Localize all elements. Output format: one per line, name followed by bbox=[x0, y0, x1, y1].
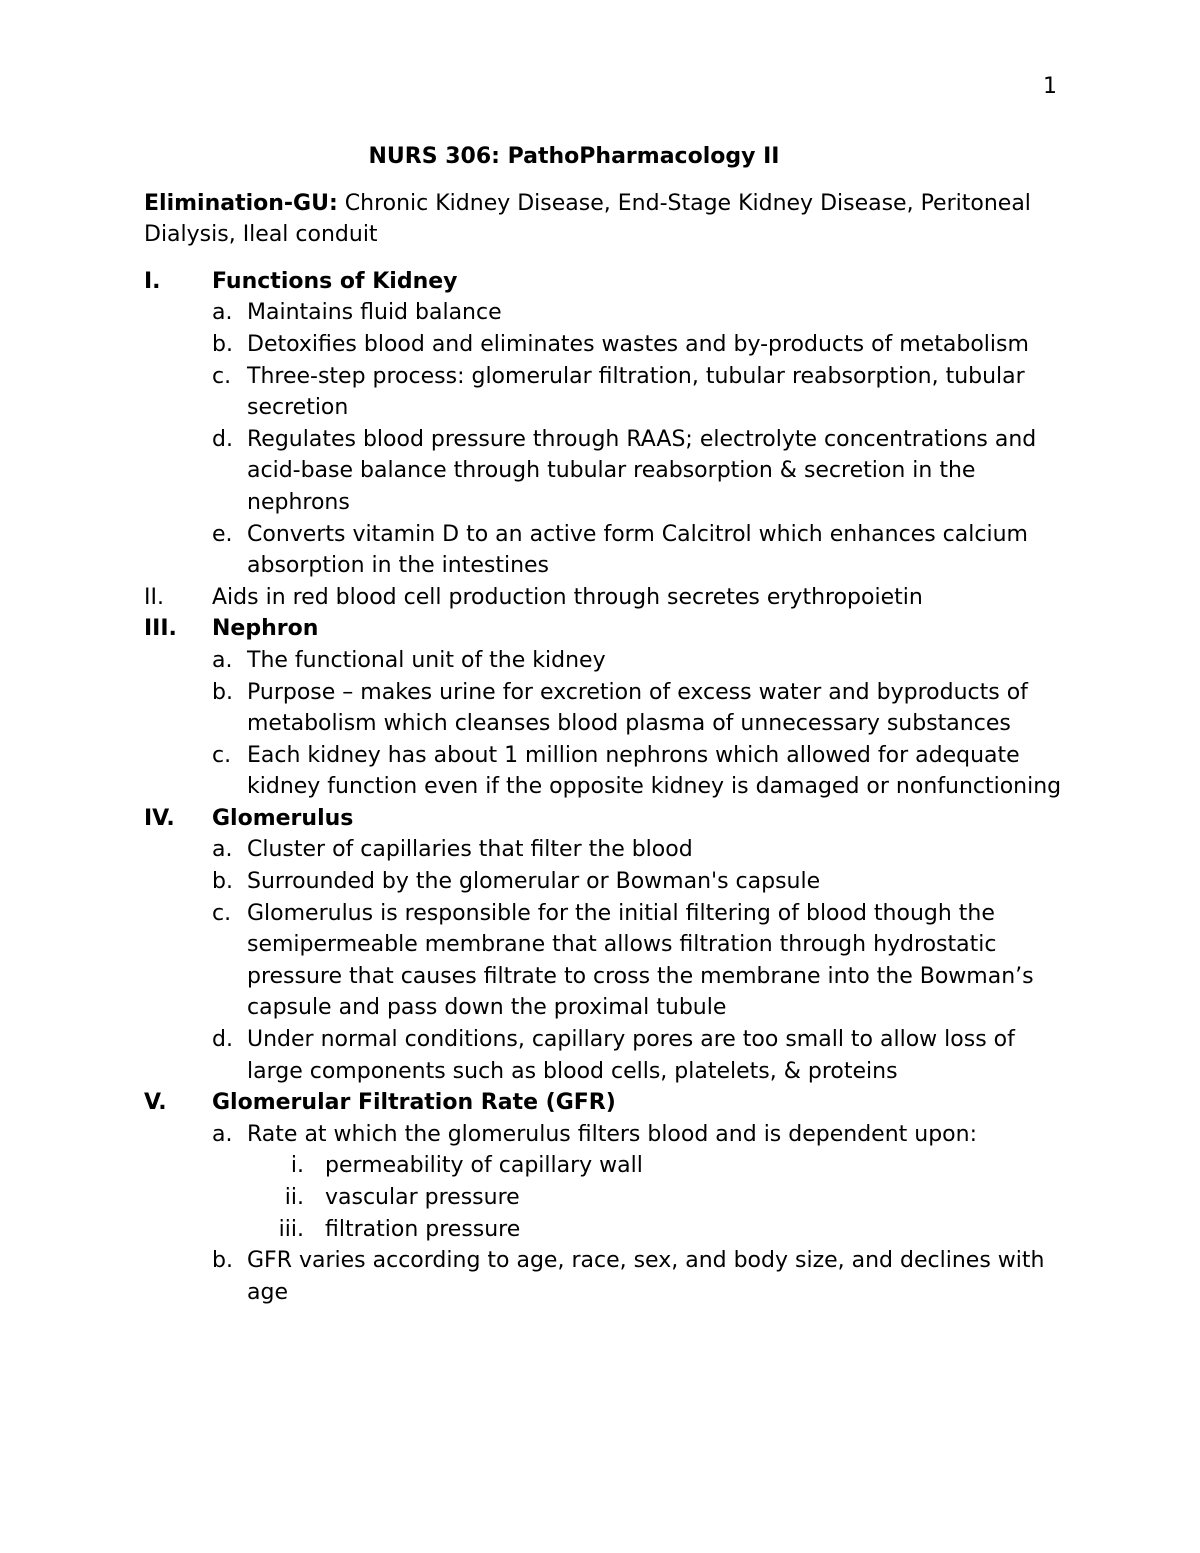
item-letter: a. bbox=[212, 1121, 233, 1147]
topic-line bbox=[144, 188, 1064, 251]
topic-label: Elimination-GU: bbox=[144, 190, 338, 216]
item-letter: b. bbox=[212, 331, 233, 357]
item-letter: c. bbox=[212, 742, 232, 768]
item-letter: c. bbox=[212, 363, 232, 389]
item-text: The functional unit of the kidney bbox=[247, 647, 606, 673]
item-text: Detoxifies blood and eliminates wastes and by-products of metabolism bbox=[247, 331, 1029, 357]
item-letter: b. bbox=[212, 869, 233, 895]
section-number: III. bbox=[144, 616, 177, 642]
subitem-text: vascular pressure bbox=[325, 1185, 520, 1210]
item-text: Glomerulus is responsible for the initial filtering of blood though the semipermeable membrane that allows filtration through hydrostatic pressure that causes filtrate to cross the membrane into the Bowman’s capsule and pass down the proximal tubule bbox=[247, 900, 1034, 1021]
sub-list-item bbox=[247, 1182, 1064, 1214]
item-letter: a. bbox=[212, 300, 233, 326]
item-text: Converts vitamin D to an active form Calcitrol which enhances calcium absorption in the intestines bbox=[247, 521, 1028, 579]
section-red-blood-cell-production bbox=[144, 582, 1064, 614]
item-text: Rate at which the glomerulus filters blood and is dependent upon: bbox=[247, 1121, 977, 1147]
item-text: Under normal conditions, capillary pores are too small to allow loss of large components such as blood cells, platelets, & proteins bbox=[247, 1027, 1015, 1084]
list-item bbox=[212, 866, 1064, 898]
item-text: Maintains fluid balance bbox=[247, 300, 502, 326]
section-number: I. bbox=[144, 268, 161, 294]
section-functions-of-kidney bbox=[144, 266, 1064, 582]
section-number: IV. bbox=[144, 805, 175, 831]
section-heading: Glomerulus bbox=[212, 805, 354, 831]
item-text: Cluster of capillaries that filter the blood bbox=[247, 837, 693, 863]
item-letter: b. bbox=[212, 679, 233, 705]
section-heading: Functions of Kidney bbox=[212, 268, 458, 294]
section-nephron bbox=[144, 613, 1064, 803]
item-text: Regulates blood pressure through RAAS; electrolyte concentrations and acid-base balance through tubular reabsorption & secretion in the nephrons bbox=[247, 426, 1037, 515]
subitem-number: i. bbox=[290, 1153, 305, 1179]
list-item bbox=[212, 1245, 1064, 1308]
list-item bbox=[212, 740, 1064, 803]
item-text: Each kidney has about 1 million nephrons which allowed for adequate kidney function even if the opposite kidney is damaged or nonfunctioning bbox=[247, 742, 1062, 800]
list-item bbox=[212, 645, 1064, 677]
item-text: Purpose – makes urine for excretion of excess water and byproducts of metabolism which cleanses blood plasma of unnecessary substances bbox=[247, 679, 1028, 737]
subitem-number: ii. bbox=[284, 1185, 305, 1210]
topic-text: Chronic Kidney Disease, End-Stage Kidney Disease, Peritoneal Dialysis, Ileal conduit bbox=[144, 190, 1031, 248]
item-letter: c. bbox=[212, 900, 232, 926]
list-item bbox=[212, 898, 1064, 1024]
document-title: NURS 306: PathoPharmacology II bbox=[368, 144, 780, 169]
section-gfr bbox=[144, 1087, 1064, 1308]
item-text: GFR varies according to age, race, sex, and body size, and declines with age bbox=[247, 1248, 1045, 1305]
subitem-text: filtration pressure bbox=[325, 1216, 521, 1242]
list-item bbox=[212, 424, 1064, 519]
item-letter: b. bbox=[212, 1248, 233, 1274]
item-text: Surrounded by the glomerular or Bowman's capsule bbox=[247, 869, 821, 895]
section-heading: Glomerular Filtration Rate (GFR) bbox=[212, 1090, 616, 1116]
section-number: II. bbox=[144, 584, 164, 610]
list-item bbox=[212, 519, 1064, 582]
item-letter: d. bbox=[212, 1027, 233, 1053]
list-item bbox=[212, 1119, 1064, 1151]
item-letter: a. bbox=[212, 837, 233, 863]
subitem-number: iii. bbox=[278, 1216, 305, 1242]
list-item bbox=[212, 1024, 1064, 1087]
document-body bbox=[144, 141, 1064, 1308]
page-number: 1 bbox=[1043, 74, 1057, 99]
section-heading: Aids in red blood cell production through secretes erythropoietin bbox=[212, 584, 923, 610]
item-letter: a. bbox=[212, 647, 233, 673]
item-letter: d. bbox=[212, 426, 233, 452]
item-letter: e. bbox=[212, 521, 233, 547]
subitem-text: permeability of capillary wall bbox=[325, 1153, 643, 1179]
list-item bbox=[212, 329, 1064, 361]
section-glomerulus bbox=[144, 803, 1064, 1087]
sub-list-item bbox=[247, 1214, 1064, 1246]
list-item bbox=[212, 361, 1064, 424]
sub-list-item bbox=[247, 1150, 1064, 1182]
section-number: V. bbox=[144, 1090, 167, 1116]
list-item bbox=[212, 677, 1064, 740]
item-text: Three-step process: glomerular filtration, tubular reabsorption, tubular secretion bbox=[247, 363, 1025, 421]
list-item bbox=[212, 834, 1064, 866]
section-heading: Nephron bbox=[212, 616, 319, 642]
list-item bbox=[212, 297, 1064, 329]
